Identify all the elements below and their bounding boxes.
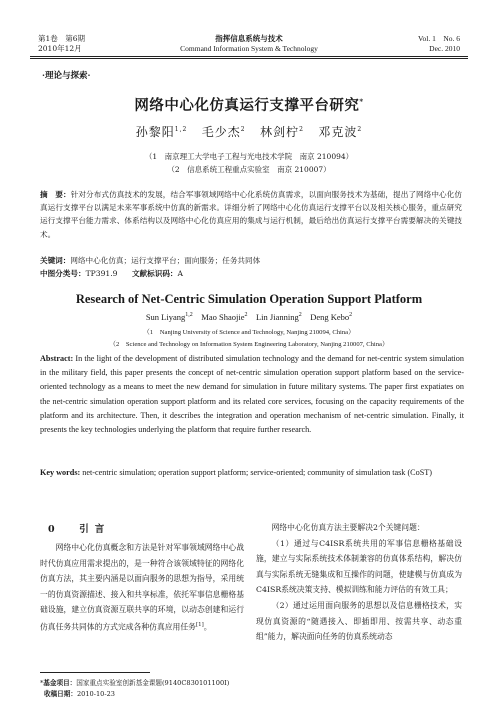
author-en: Mao Shaojie$^2$ [201,312,248,322]
section-heading [48,521,110,535]
author-cn: 林剑柠$^2$ [260,125,304,139]
footnote-fund: *基金项目：国家重点实验室创新基金课题(9140C830101100I) [40,679,230,687]
section-tag: ·理论与探索· [42,71,91,81]
keywords-cn-label: 关键词： [40,256,71,265]
affiliation-en-2: （2 Science and Technology on Information System Engineering Laboratory, Nanjing 210007, China） [109,341,389,348]
abstract-en-label: Abstract: [40,354,74,363]
intro-paragraph: 网络中心化仿真概念和方法是针对军事领域网络中心战时代仿真应用需求提出的，是一种符合该领域特征的网络化仿真方法，其主要内涵是以面向服务的思想为指导，采用统一的仿真资源描述、接入和共享标准，依托军事信息栅格基础设施，建立仿真资源互联共享的环境，以动态创建和运行仿真任务共同体的方式完成各种仿真应用任务 [40,543,244,632]
authors-en [0,312,498,322]
section-title: 引言 [79,524,111,535]
footnote-received [44,688,115,698]
received-date: 2010-10-23 [76,690,115,698]
header-rule-thin [30,58,468,59]
header-rule [30,56,468,57]
key-problem-2: （2）通过运用面向服务的思想以及信息栅格技术，实现仿真资源的“随遇接入、即插即用、按需共享、动态重组”能力，解决面向任务的仿真系统动态 [256,600,462,642]
affiliation-cn-2: （2 信息系统工程重点实验室 南京 210007） [167,165,331,174]
journal-name-en: Command Information System & Technology [180,44,318,53]
keywords-en [40,466,464,480]
key-problems-intro: 网络中心化仿真方法主要解决2个关键问题： [271,523,425,532]
abstract-en-text: In the light of the development of distributed simulation technology and the demand for net-centric system simulation in the military field, this paper presents the concept of net-centric simulation operation support platform based on the service-oriented technology as a means to meet the new demand for simulation in future military systems. The paper first expatiates on the net-centric simulation operation support platform and its related core services, focusing on the capacity requirements of the platform and its architecture. Then, it describes the integration and operation mechanism of net-centric simulation. Finally, it presents the key technologies underlying the platform that require further research. [40,354,464,435]
intro-paragraph-end: 。 [203,622,212,632]
author-en: Sun Liyang$^{1,2}$ [145,312,193,322]
title-text: 网络中心化仿真运行支撑平台研究 [134,97,360,114]
fund-text: 国家重点实验室创新基金课题(9140C830101100I) [76,679,230,687]
authors-cn [0,123,498,140]
intro-left-column [40,540,244,635]
abstract-cn-label: 摘 要： [40,190,71,199]
abstract-cn-text: 针对分布式仿真技术的发展，结合军事领域网络中心化系统仿真需求，以面向服务技术为基础，提出了网络中心化仿真运行支撑平台以满足未来军事系统中仿真的新需求。详细分析了网络中心化仿真运行支撑平台以及相关核心服务，重点研究运行支撑平台能力需求、体系结构以及网络中心化仿真应用的集成与运行机制，最后给出仿真运行支撑平台需要解决的关键技术。 [40,190,463,239]
fund-label: 基金项目： [43,679,77,687]
section-number: 0 [48,524,61,535]
author-cn: 邓克波$^2$ [318,125,363,139]
paper-title-en: Research of Net-Centric Simulation Operation Support Platform [75,292,423,306]
intro-right-column [256,520,462,645]
affiliation-cn-1: （1 南京理工大学电子工程与光电技术学院 南京 210094） [144,152,354,161]
citation-ref: [1] [195,621,204,628]
received-label: 收稿日期： [44,690,77,698]
keywords-cn-text: 网络中心化仿真；运行支撑平台；面向服务；任务共同体 [70,256,261,265]
classification-cn [40,268,183,279]
title-footnote-mark: * [359,97,364,107]
doc-code-label: 文献标识码： [131,269,178,278]
keywords-en-label: Key words: [40,468,81,477]
issue-volume: 第1卷 第6期 [38,34,86,43]
abstract-en [40,352,464,437]
author-cn: 孙黎阳$^{1,2}$ [135,125,188,139]
clc-label: 中图分类号： [40,269,86,278]
doc-code-value: A [177,269,184,278]
issue-date-en: Dec. 2010 [429,44,460,53]
clc-value: TP391.9 [85,269,118,278]
key-problem-1: （1）通过与C4ISR系统共用的军事信息栅格基础设施，建立与实际系统技术体制兼容的仿真体系结构，解决仿真与实际系统无缝集成和互操作的问题，使建模与仿真成为C4ISR系统决策支持、模拟训练和能力评估的有效工具； [256,538,462,595]
paper-title-cn [0,94,498,115]
issue-date: 2010年12月 [38,44,82,53]
author-en: Lin Jianning$^2$ [255,312,302,322]
journal-name-cn: 指挥信息系统与技术 [215,34,283,43]
author-cn: 毛少杰$^2$ [201,125,246,139]
footnote-rule [40,672,150,673]
author-en: Deng Kebo$^2$ [310,312,353,322]
affiliation-en-1: （1 Nanjing University of Science and Technology, Nanjing 210094, China） [143,329,355,336]
issue-volume-en: Vol. 1 No. 6 [418,34,460,43]
keywords-en-text: net-centric simulation; operation support platform; service-oriented; community of simulation task (CoST) [82,468,433,477]
abstract-cn [40,188,462,241]
keywords-cn [40,255,260,266]
